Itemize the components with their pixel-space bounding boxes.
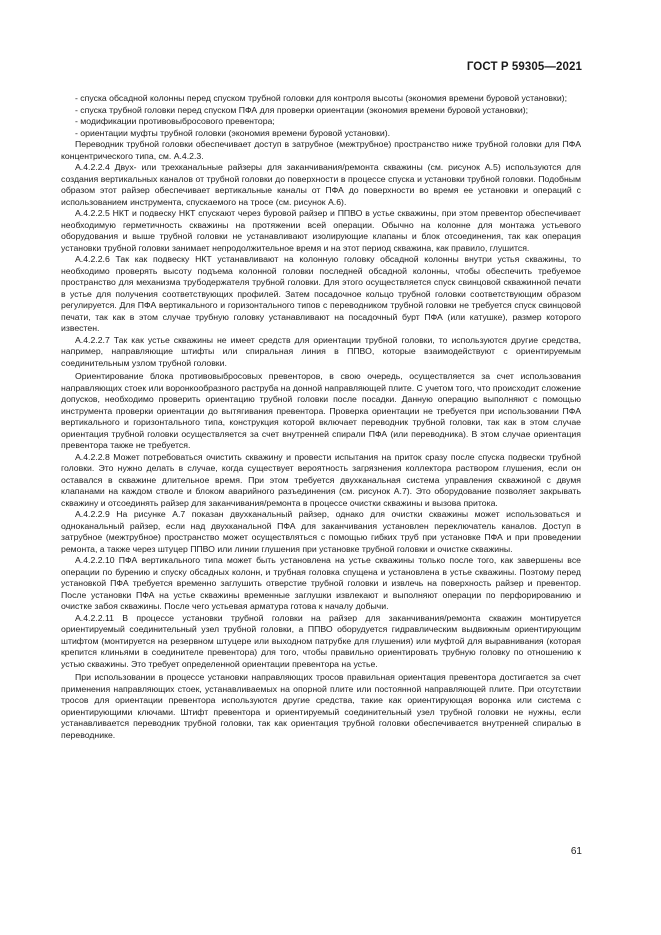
standard-header: ГОСТ Р 59305—2021: [466, 61, 582, 73]
paragraph-7: А.4.2.2.5 НКТ и подвеску НКТ спускают через буровой райзер и ППВО в устье скважины, при этом превентор обеспечивает необходимую герметичность скважины на протяжении всей операции. Обычно на колонне для монтажа устьевого оборудования и выше трубной головки не устанавливают изолирующие клапаны и блок отсоединения, так как операция установки трубной головки занимает непродолжительное время и на этот период скважина, как правило, глушится.: [61, 208, 581, 253]
paragraph-4: - ориентации муфты трубной головки (экономия времени буровой установки).: [75, 127, 391, 138]
paragraph-2: - спуска трубной головки перед спуском ПФА для проверки ориентации (экономия времени буровой установки);: [75, 104, 529, 115]
paragraph-5: Переводник трубной головки обеспечивает доступ в затрубное (межтрубное) пространство ниже трубной головки для ПФА концентрического типа, см. А.4.2.3.: [61, 139, 581, 161]
paragraph-1: - спуска обсадной колонны перед спуском трубной головки для контроля высоты (экономия времени буровой установки);: [75, 93, 567, 103]
paragraph-10: Ориентирование блока противовыбросовых превенторов, в свою очередь, осуществляется за счет использования направляющих стоек или воронкообразного раструба на донной направляющей плите. С учетом того, что происходит сложение допусков, необходимо проверить ориентацию трубной головки после посадки. Данную операцию выполняют с помощью инструмента проверки ориентации до вытягивания превентора. Проверка ориентации не требуется при использовании ПФА вертикального и горизонтального типа, конструкция которой включает переводник трубной головки, так как в этом случае ориентация трубной головки осуществляется за счет внутренней спирали ПФА (или переводника). В этом случае ориентация превентора также не требуется.: [61, 371, 581, 450]
paragraph-15: При использовании в процессе установки направляющих тросов правильная ориентация превентора достигается за счет применения направляющих стоек, устанавливаемых на опорной плите или постоянной направляющей плите. При отсутствии тросов для ориентации превентора используются другие средства, такие как ориентирующая воронка или система с ориентирующими ключами. Штифт превентора и ориентируемый соединительный узел трубной головки не нужны, если устанавливается переводник трубной головки, так как ориентация трубной головки обеспечивается внутренней спиралью в переводнике.: [61, 672, 581, 740]
paragraph-6: А.4.2.2.4 Двух- или трехканальные райзеры для заканчивания/ремонта скважины (см. рисунок А.5) используются для создания вертикальных каналов от трубной головки до поверхности в процессе спуска и установки трубной головки. Подобным образом этот райзер обеспечивает вертикальные каналы от ПФА до поверхности во время ее установки и операций с использованием инструмента, спускаемого на тросе (см. рисунок А.6).: [61, 162, 581, 207]
paragraph-14: А.4.2.2.11 В процессе установки трубной головки на райзер для заканчивания/ремонта скважин монтируется ориентируемый соединительный узел трубной головки, а ППВО оборудуется гидравлическим выдвижным ориентирующим штифтом (монтируется на резервном штуцере или выходном патрубке для глушения) или муфтой для выравнивания (которая крепится клиньями в соединителе превентора) для того, чтобы правильно ориентировать трубную головку по отношению к устью скважины. Это требует определенной ориентации превентора на устье.: [61, 612, 581, 669]
paragraph-8: А.4.2.2.6 Так как подвеску НКТ устанавливают на колонную головку обсадной колонны внутри устья скважины, то необходимо проверять высоту подъема колонной головки последней обсадной колонны, чтобы обеспечить требуемое пространство для механизма трубодержателя трубной головки. Для этого осуществляется спуск свинцовой скважинной печати в устье для получения соответствующих профилей. Затем посадочное кольцо трубной головки соответствующим образом регулируется. Для ПФА вертикального и горизонтального типов с переводником трубной головки не требуется спуск свинцовой печати, так как в этом случае трубную головку устанавливают на посадочный бурт ПФА (или катушке), размер которого известен.: [61, 254, 581, 333]
paragraph-11: А.4.2.2.8 Может потребоваться очистить скважину и провести испытания на приток сразу после спуска подвески трубной головки. Это нужно делать в случае, когда существует вероятность загрязнения коллектора раствором глушения, если он оставался в скважине длительное время. При этом требуется двухканальная система управления скважиной с двумя клапанами на каждом стволе и блоком аварийного разъединения (см. рисунок А.7). Это оборудование позволяет закрывать скважину и отсоединять райзер для заканчивания/ремонта в процессе очистки скважины и вызова притока.: [61, 451, 581, 508]
paragraph-13: А.4.2.2.10 ПФА вертикального типа может быть установлена на устье скважины только после того, как завершены все операции по бурению и спуску обсадных колонн, и трубная головка спущена и установлена в устье скважины. Поэтому перед установкой ПФА требуется временно заглушить отверстие трубной головки и извлечь на поверхность райзер и превентор. После установки ПФА на устье скважины временные заглушки извлекают и выполняют операции по перфорированию и очистке забоя скважины. После чего устьевая арматура готова к началу добычи.: [61, 555, 581, 611]
paragraph-12: А.4.2.2.9 На рисунке А.7 показан двухканальный райзер, однако для очистки скважины может использоваться и одноканальный райзер, если над двухканальной ПФА для заканчивания установлен переключатель каналов. Доступ в затрубное (межтрубное) пространство может осуществляться с помощью гибких труб при установке ПФА и при проведении ремонта, а также через штуцер ППВО или линии глушения при установке трубной головки и очистке скважины.: [61, 509, 581, 554]
paragraph-3: - модификации противовыбросового превентора;: [75, 116, 275, 126]
document-body: [61, 93, 581, 741]
paragraph-9: А.4.2.2.7 Так как устье скважины не имеет средств для ориентации трубной головки, то используются другие средства, например, направляющие штифты или спиральная линия в ППВО, которые взаимодействуют с ориентируемым соединительным узлом трубной головки.: [61, 334, 581, 368]
page-number: 61: [570, 846, 582, 857]
